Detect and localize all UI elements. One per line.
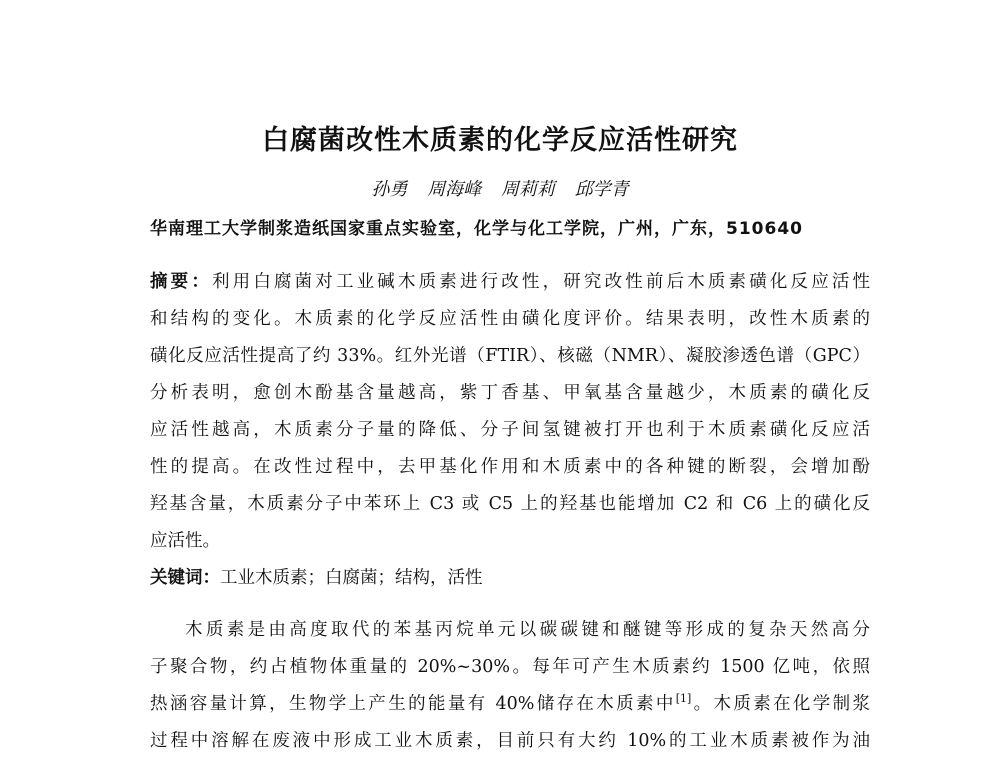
- abstract-line-3: 磺化反应活性提高了约 33%。红外光谱（FTIR）、核磁（NMR）、凝胶渗透色谱（GPC）: [150, 346, 870, 366]
- abstract-line-2: 和结构的变化。木质素的化学反应活性由磺化度评价。结果表明，改性木质素的: [150, 309, 870, 329]
- affiliation: 华南理工大学制浆造纸国家重点实验室，化学与化工学院，广州，广东，510640: [150, 219, 803, 239]
- abstract-line-5: 应活性越高，木质素分子量的降低、分子间氢键被打开也利于木质素磺化反应活: [150, 420, 870, 440]
- body-line-2: 子聚合物，约占植物体重量的 20%~30%。每年可产生木质素约 1500 亿吨，依照: [150, 657, 870, 677]
- abstract-label: 摘要：: [150, 272, 212, 292]
- citation-ref: [1]: [675, 692, 692, 706]
- body-line-3: [150, 690, 870, 715]
- body-line-3-text: 热涵容量计算，生物学上产生的能量有 40%储存在木质素中: [150, 694, 676, 714]
- abstract-line-4: 分析表明，愈创木酚基含量越高，紫丁香基、甲氧基含量越少，木质素的磺化反: [150, 383, 870, 403]
- abstract-line-6: 性的提高。在改性过程中，去甲基化作用和木质素中的各种键的断裂，会增加酚: [150, 457, 870, 477]
- body-line-1: 木质素是由高度取代的苯基丙烷单元以碳碳键和醚键等形成的复杂天然高分: [185, 620, 870, 640]
- abstract-line-1: [150, 268, 870, 293]
- body-line-4: 过程中溶解在废液中形成工业木质素，目前只有大约 10%的工业木质素被作为油: [150, 731, 870, 751]
- abstract-text: 利用白腐菌对工业碱木质素进行改性，研究改性前后木质素磺化反应活性: [212, 272, 870, 292]
- keywords-text: 工业木质素；白腐菌；结构，活性: [220, 568, 483, 588]
- body-line-3-tail: 。木质素在化学制浆: [691, 694, 870, 714]
- paper-title: 白腐菌改性木质素的化学反应活性研究: [262, 125, 738, 156]
- abstract-line-8: 应活性。: [150, 531, 220, 551]
- keywords-line: [150, 564, 870, 589]
- keywords-label: 关键词：: [150, 568, 220, 588]
- author-list: 孙勇 周海峰 周莉莉 邱学青: [371, 179, 629, 200]
- abstract-line-7: 羟基含量，木质素分子中苯环上 C3 或 C5 上的羟基也能增加 C2 和 C6 上的磺化反: [150, 494, 870, 514]
